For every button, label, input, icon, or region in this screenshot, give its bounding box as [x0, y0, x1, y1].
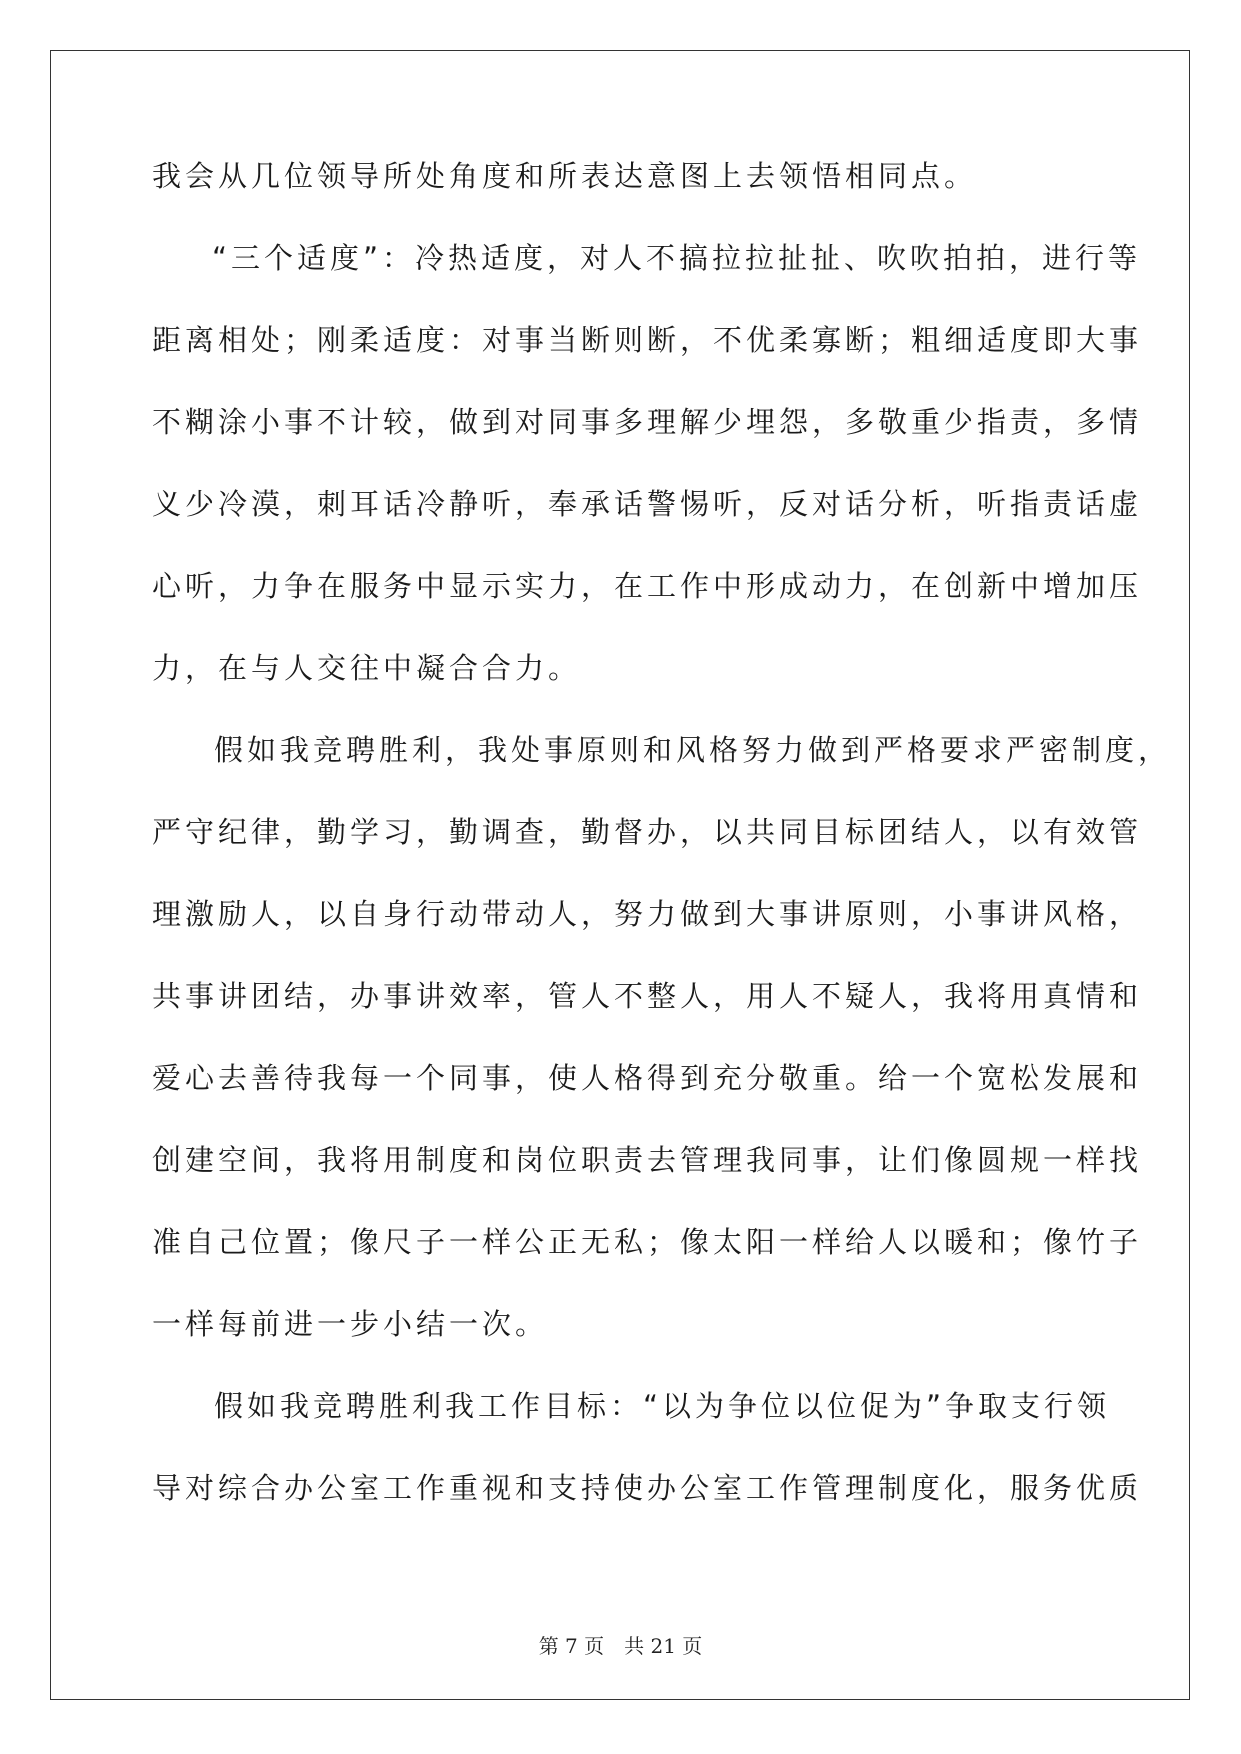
text-line: “三个适度”：冷热适度，对人不搞拉拉扯扯、吹吹拍拍，进行等 — [212, 241, 1142, 275]
text-line: 共事讲团结，办事讲效率，管人不整人，用人不疑人，我将用真情和 — [152, 979, 1143, 1013]
text-line: 心听，力争在服务中显示实力，在工作中形成动力，在创新中增加压 — [152, 569, 1143, 603]
text-line: 一样每前进一步小结一次。 — [152, 1307, 549, 1341]
text-line: 创建空间，我将用制度和岗位职责去管理我同事，让们像圆规一样找 — [152, 1143, 1143, 1177]
text-line: 假如我竞聘胜利我工作目标：“以为争位以位促为”争取支行领 — [214, 1389, 1111, 1423]
text-line: 我会从几位领导所处角度和所表达意图上去领悟相同点。 — [152, 159, 978, 193]
document-body — [152, 156, 1172, 1550]
text-line: 力，在与人交往中凝合合力。 — [152, 651, 582, 685]
text-line: 不糊涂小事不计较，做到对同事多理解少埋怨，多敬重少指责，多情 — [152, 405, 1143, 439]
text-line: 义少冷漠，刺耳话冷静听，奉承话警惕听，反对话分析，听指责话虚 — [152, 487, 1143, 521]
text-line: 距离相处；刚柔适度：对事当断则断，不优柔寡断；粗细适度即大事 — [152, 323, 1143, 357]
text-line: 假如我竞聘胜利，我处事原则和风格努力做到严格要求严密制度， — [214, 733, 1172, 767]
text-line: 理激励人，以自身行动带动人，努力做到大事讲原则，小事讲风格， — [152, 897, 1143, 931]
page-footer — [0, 1630, 1241, 1659]
page-number: 第 7 页 — [538, 1634, 605, 1658]
text-line: 导对综合办公室工作重视和支持使办公室工作管理制度化，服务优质 — [152, 1471, 1143, 1505]
text-line: 准自己位置；像尺子一样公正无私；像太阳一样给人以暖和；像竹子 — [152, 1225, 1143, 1259]
text-line: 爱心去善待我每一个同事，使人格得到充分敬重。给一个宽松发展和 — [152, 1061, 1143, 1095]
page-total: 共 21 页 — [624, 1634, 703, 1658]
text-line: 严守纪律，勤学习，勤调查，勤督办，以共同目标团结人，以有效管 — [152, 815, 1143, 849]
